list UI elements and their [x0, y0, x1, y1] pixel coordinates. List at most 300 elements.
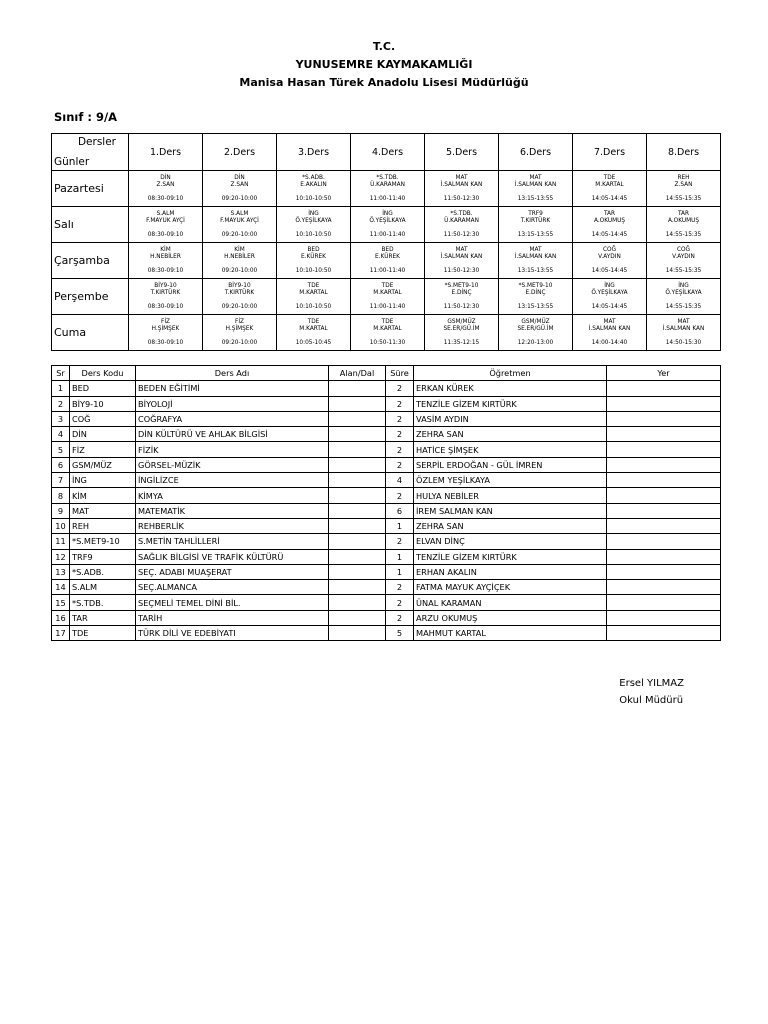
signatory-title: Okul Müdürü	[619, 695, 684, 706]
cell-course-code: TDE	[307, 283, 320, 289]
schedule-cell	[277, 315, 351, 351]
cell-teacher: Ö.YEŞİLKAYA	[665, 290, 702, 296]
schedule-row	[52, 315, 721, 351]
course-code: TDE	[70, 626, 136, 641]
course-place	[607, 411, 721, 426]
col-header-sr: Sr	[52, 366, 70, 381]
cell-course-code: TRF9	[528, 211, 543, 217]
cell-teacher: SE.ER/GÜ.İM	[517, 326, 554, 332]
course-code: REH	[70, 518, 136, 533]
course-area	[329, 518, 386, 533]
cell-course-code: *S.TDB.	[376, 175, 399, 181]
course-sr: 9	[52, 503, 70, 518]
course-row	[52, 457, 721, 472]
schedule-cell	[203, 171, 277, 207]
cell-course-code: S.ALM	[230, 211, 249, 217]
schedule-cell	[351, 243, 425, 279]
cell-teacher: Z.SAN	[674, 182, 693, 188]
cell-time: 08:30-09:10	[147, 268, 184, 274]
course-name: TÜRK DİLİ VE EDEBİYATI	[136, 626, 329, 641]
schedule-cell	[351, 207, 425, 243]
course-row	[52, 488, 721, 503]
course-dur: 2	[386, 442, 414, 457]
course-code: S.ALM	[70, 580, 136, 595]
schedule-cell	[129, 243, 203, 279]
cell-course-code: TAR	[677, 211, 690, 217]
cell-course-code: COĞ	[676, 247, 691, 253]
course-place	[607, 518, 721, 533]
course-dur: 2	[386, 411, 414, 426]
course-area	[329, 534, 386, 549]
course-header-row	[52, 366, 721, 381]
schedule-cell	[277, 279, 351, 315]
cell-course-code: *S.MET9-10	[444, 283, 479, 289]
cell-time: 11:35-12:15	[443, 340, 480, 346]
period-header: 7.Ders	[573, 134, 647, 171]
cell-teacher: Ö.YEŞİLKAYA	[369, 218, 406, 224]
weekly-schedule-table	[51, 133, 721, 351]
course-area	[329, 580, 386, 595]
col-header-teacher: Öğretmen	[414, 366, 607, 381]
cell-course-code: GSM/MÜZ	[521, 319, 550, 325]
signatory-name: Ersel YILMAZ	[619, 678, 684, 689]
col-header-place: Yer	[607, 366, 721, 381]
course-teacher: ELVAN DİNÇ	[414, 534, 607, 549]
cell-course-code: TDE	[381, 283, 394, 289]
course-teacher: ERKAN KÜREK	[414, 381, 607, 396]
cell-course-code: MAT	[529, 175, 542, 181]
course-name: BİYOLOJİ	[136, 396, 329, 411]
schedule-cell	[573, 315, 647, 351]
course-dur: 2	[386, 381, 414, 396]
course-area	[329, 473, 386, 488]
cell-time: 14:05-14:45	[591, 196, 628, 202]
schedule-cell	[351, 315, 425, 351]
cell-time: 10:10-10:50	[295, 232, 332, 238]
course-name: REHBERLİK	[136, 518, 329, 533]
course-name: SAĞLIK BİLGİSİ VE TRAFİK KÜLTÜRÜ	[136, 549, 329, 564]
course-place	[607, 442, 721, 457]
cell-time: 11:50-12:30	[443, 268, 480, 274]
course-dur: 2	[386, 610, 414, 625]
course-code: *S.ADB.	[70, 564, 136, 579]
period-header: 5.Ders	[425, 134, 499, 171]
cell-teacher: V.AYDIN	[672, 254, 695, 260]
course-dur: 2	[386, 396, 414, 411]
cell-teacher: H.NEBİLER	[150, 254, 181, 260]
cell-time: 14:00-14:40	[591, 340, 628, 346]
cell-teacher: Z.SAN	[230, 182, 249, 188]
course-place	[607, 503, 721, 518]
course-name: FİZİK	[136, 442, 329, 457]
course-row	[52, 427, 721, 442]
schedule-body	[52, 171, 721, 351]
cell-teacher: H.ŞİMŞEK	[225, 326, 254, 332]
class-label: Sınıf : 9/A	[54, 110, 118, 124]
schedule-cell	[499, 171, 573, 207]
schedule-cell	[499, 315, 573, 351]
cell-time: 13:15-13:55	[517, 196, 554, 202]
course-row	[52, 626, 721, 641]
course-row	[52, 503, 721, 518]
course-row	[52, 534, 721, 549]
cell-course-code: KİM	[160, 247, 171, 253]
course-place	[607, 473, 721, 488]
period-header: 3.Ders	[277, 134, 351, 171]
course-area	[329, 564, 386, 579]
cell-course-code: MAT	[677, 319, 690, 325]
course-place	[607, 534, 721, 549]
period-header: 6.Ders	[499, 134, 573, 171]
cell-time: 11:00-11:40	[369, 304, 406, 310]
cell-teacher: T.KIRTÜRK	[150, 290, 181, 296]
course-teacher: MAHMUT KARTAL	[414, 626, 607, 641]
schedule-cell	[647, 171, 721, 207]
course-name: SEÇ. ADABI MUAŞERAT	[136, 564, 329, 579]
course-sr: 16	[52, 610, 70, 625]
cell-time: 14:05-14:45	[591, 268, 628, 274]
day-name: Pazartesi	[52, 171, 129, 207]
schedule-cell	[425, 243, 499, 279]
course-code: BED	[70, 381, 136, 396]
cell-time: 09:20-10:00	[221, 196, 258, 202]
cell-course-code: *S.MET9-10	[518, 283, 553, 289]
cell-teacher: M.KARTAL	[373, 326, 402, 332]
course-teacher: İREM SALMAN KAN	[414, 503, 607, 518]
schedule-cell	[647, 243, 721, 279]
course-row	[52, 549, 721, 564]
course-code: TRF9	[70, 549, 136, 564]
course-teacher: TENZİLE GİZEM KIRTÜRK	[414, 396, 607, 411]
cell-time: 10:10-10:50	[295, 196, 332, 202]
cell-teacher: E.KÜREK	[375, 254, 400, 260]
course-name: KİMYA	[136, 488, 329, 503]
course-dur: 2	[386, 595, 414, 610]
cell-teacher: M.KARTAL	[299, 326, 328, 332]
course-code: GSM/MÜZ	[70, 457, 136, 472]
course-row	[52, 396, 721, 411]
course-area	[329, 457, 386, 472]
period-header: 4.Ders	[351, 134, 425, 171]
cell-teacher: M.KARTAL	[595, 182, 624, 188]
period-header: 2.Ders	[203, 134, 277, 171]
course-sr: 2	[52, 396, 70, 411]
cell-time: 08:30-09:10	[147, 232, 184, 238]
schedule-cell	[425, 207, 499, 243]
cell-time: 14:55-15:35	[665, 268, 702, 274]
cell-teacher: İ.SALMAN KAN	[662, 326, 705, 332]
course-sr: 10	[52, 518, 70, 533]
schedule-corner-cell	[52, 134, 129, 171]
cell-teacher: İ.SALMAN KAN	[440, 182, 483, 188]
cell-time: 10:50-11:30	[369, 340, 406, 346]
course-name: SEÇMELİ TEMEL DİNİ BİL.	[136, 595, 329, 610]
cell-teacher: Z.SAN	[156, 182, 175, 188]
cell-course-code: FİZ	[234, 319, 244, 325]
cell-time: 11:50-12:30	[443, 196, 480, 202]
schedule-cell	[203, 243, 277, 279]
course-place	[607, 580, 721, 595]
course-sr: 7	[52, 473, 70, 488]
cell-course-code: GSM/MÜZ	[447, 319, 476, 325]
cell-teacher: Ö.YEŞİLKAYA	[295, 218, 332, 224]
course-code: *S.MET9-10	[70, 534, 136, 549]
course-teacher: TENZİLE GİZEM KIRTÜRK	[414, 549, 607, 564]
course-sr: 1	[52, 381, 70, 396]
cell-time: 10:10-10:50	[295, 304, 332, 310]
course-place	[607, 549, 721, 564]
cell-time: 13:15-13:55	[517, 268, 554, 274]
col-header-code: Ders Kodu	[70, 366, 136, 381]
schedule-cell	[425, 279, 499, 315]
period-header: 1.Ders	[129, 134, 203, 171]
cell-course-code: DİN	[234, 175, 245, 181]
cell-time: 10:05-10:45	[295, 340, 332, 346]
schedule-row	[52, 207, 721, 243]
cell-time: 08:30-09:10	[147, 196, 184, 202]
course-place	[607, 427, 721, 442]
schedule-cell	[129, 315, 203, 351]
cell-course-code: BED	[381, 247, 394, 253]
course-code: KİM	[70, 488, 136, 503]
cell-course-code: S.ALM	[156, 211, 175, 217]
course-code: MAT	[70, 503, 136, 518]
schedule-cell	[129, 207, 203, 243]
cell-course-code: MAT	[529, 247, 542, 253]
schedule-cell	[647, 279, 721, 315]
schedule-cell	[203, 315, 277, 351]
cell-teacher: E.KÜREK	[301, 254, 326, 260]
course-code: BİY9-10	[70, 396, 136, 411]
day-name: Perşembe	[52, 279, 129, 315]
course-teacher: HULYA NEBİLER	[414, 488, 607, 503]
course-row	[52, 518, 721, 533]
course-area	[329, 626, 386, 641]
course-dur: 2	[386, 427, 414, 442]
cell-teacher: A.OKUMUŞ	[593, 218, 626, 224]
course-area	[329, 442, 386, 457]
cell-time: 11:50-12:30	[443, 304, 480, 310]
cell-course-code: REH	[677, 175, 690, 181]
cell-time: 09:20-10:00	[221, 304, 258, 310]
cell-course-code: İNG	[678, 283, 689, 289]
course-dur: 6	[386, 503, 414, 518]
schedule-cell	[129, 171, 203, 207]
cell-teacher: İ.SALMAN KAN	[588, 326, 631, 332]
cell-course-code: COĞ	[602, 247, 617, 253]
course-area	[329, 396, 386, 411]
course-row	[52, 580, 721, 595]
cell-course-code: TDE	[307, 319, 320, 325]
cell-teacher: Ü.KARAMAN	[370, 182, 405, 188]
cell-course-code: *S.TDB.	[450, 211, 473, 217]
course-code: COĞ	[70, 411, 136, 426]
col-header-area: Alan/Dal	[329, 366, 386, 381]
course-place	[607, 488, 721, 503]
cell-time: 12:20-13:00	[517, 340, 554, 346]
course-sr: 8	[52, 488, 70, 503]
cell-course-code: KİM	[234, 247, 245, 253]
cell-course-code: FİZ	[160, 319, 170, 325]
course-teacher: FATMA MAYUK AYÇİÇEK	[414, 580, 607, 595]
course-dur: 4	[386, 473, 414, 488]
course-dur: 1	[386, 518, 414, 533]
course-row	[52, 564, 721, 579]
course-teacher: SERPİL ERDOĞAN - GÜL İMREN	[414, 457, 607, 472]
schedule-cell	[425, 315, 499, 351]
schedule-cell	[351, 171, 425, 207]
schedule-cell	[499, 243, 573, 279]
course-teacher: ERHAN AKALIN	[414, 564, 607, 579]
schedule-cell	[573, 279, 647, 315]
schedule-cell	[647, 315, 721, 351]
course-sr: 17	[52, 626, 70, 641]
course-code: TAR	[70, 610, 136, 625]
course-row	[52, 595, 721, 610]
course-area	[329, 411, 386, 426]
cell-course-code: BİY9-10	[228, 283, 251, 289]
schedule-cell	[351, 279, 425, 315]
course-dur: 2	[386, 488, 414, 503]
schedule-cell	[647, 207, 721, 243]
course-place	[607, 457, 721, 472]
cell-time: 14:55-15:35	[665, 304, 702, 310]
course-teacher: ZEHRA SAN	[414, 518, 607, 533]
course-name: GÖRSEL-MÜZİK	[136, 457, 329, 472]
cell-teacher: H.ŞİMŞEK	[151, 326, 180, 332]
col-header-duration: Süre	[386, 366, 414, 381]
course-sr: 5	[52, 442, 70, 457]
course-code: İNG	[70, 473, 136, 488]
cell-teacher: A.OKUMUŞ	[667, 218, 700, 224]
cell-teacher: İ.SALMAN KAN	[440, 254, 483, 260]
schedule-cell	[573, 243, 647, 279]
schedule-cell	[129, 279, 203, 315]
course-sr: 14	[52, 580, 70, 595]
schedule-row	[52, 279, 721, 315]
course-row	[52, 610, 721, 625]
course-area	[329, 381, 386, 396]
course-teacher: ZEHRA SAN	[414, 427, 607, 442]
course-sr: 4	[52, 427, 70, 442]
day-name: Salı	[52, 207, 129, 243]
cell-time: 14:50-15:30	[665, 340, 702, 346]
cell-teacher: İ.SALMAN KAN	[514, 254, 557, 260]
course-area	[329, 610, 386, 625]
course-sr: 13	[52, 564, 70, 579]
course-list-table	[51, 365, 721, 641]
cell-time: 11:00-11:40	[369, 268, 406, 274]
course-dur: 5	[386, 626, 414, 641]
schedule-cell	[499, 279, 573, 315]
course-code: DİN	[70, 427, 136, 442]
course-row	[52, 411, 721, 426]
signature-block	[619, 675, 684, 709]
cell-teacher: V.AYDIN	[598, 254, 621, 260]
course-dur: 2	[386, 580, 414, 595]
course-place	[607, 626, 721, 641]
cell-teacher: T.KIRTÜRK	[224, 290, 255, 296]
course-dur: 2	[386, 534, 414, 549]
cell-time: 09:20-10:00	[221, 232, 258, 238]
cell-teacher: H.NEBİLER	[224, 254, 255, 260]
cell-time: 11:00-11:40	[369, 196, 406, 202]
schedule-cell	[203, 207, 277, 243]
cell-time: 14:05-14:45	[591, 304, 628, 310]
cell-time: 09:20-10:00	[221, 268, 258, 274]
day-name: Cuma	[52, 315, 129, 351]
course-sr: 12	[52, 549, 70, 564]
cell-teacher: E.AKALIN	[300, 182, 327, 188]
course-teacher: ARZU OKUMUŞ	[414, 610, 607, 625]
cell-teacher: M.KARTAL	[299, 290, 328, 296]
course-teacher: ÜNAL KARAMAN	[414, 595, 607, 610]
schedule-header-row	[52, 134, 721, 171]
cell-time: 14:55-15:35	[665, 196, 702, 202]
cell-teacher: Ö.YEŞİLKAYA	[591, 290, 628, 296]
course-place	[607, 595, 721, 610]
schedule-cell	[203, 279, 277, 315]
corner-label-days: Günler	[54, 156, 90, 168]
course-name: MATEMATİK	[136, 503, 329, 518]
schedule-cell	[573, 171, 647, 207]
schedule-cell	[277, 171, 351, 207]
course-teacher: VASİM AYDIN	[414, 411, 607, 426]
cell-course-code: *S.ADB.	[302, 175, 325, 181]
course-place	[607, 396, 721, 411]
cell-time: 13:15-13:55	[517, 232, 554, 238]
cell-time: 13:15-13:55	[517, 304, 554, 310]
cell-teacher: Ü.KARAMAN	[444, 218, 479, 224]
course-sr: 6	[52, 457, 70, 472]
course-name: SEÇ.ALMANCA	[136, 580, 329, 595]
course-place	[607, 610, 721, 625]
header-line-2: YUNUSEMRE KAYMAKAMLIĞI	[295, 58, 473, 71]
course-sr: 3	[52, 411, 70, 426]
cell-time: 11:00-11:40	[369, 232, 406, 238]
course-body	[52, 381, 721, 641]
course-teacher: HATİCE ŞİMŞEK	[414, 442, 607, 457]
cell-time: 14:55-15:35	[665, 232, 702, 238]
course-place	[607, 564, 721, 579]
schedule-cell	[277, 243, 351, 279]
cell-course-code: TDE	[603, 175, 616, 181]
schedule-row	[52, 243, 721, 279]
schedule-cell	[277, 207, 351, 243]
course-dur: 1	[386, 564, 414, 579]
course-sr: 11	[52, 534, 70, 549]
cell-teacher: SE.ER/GÜ.İM	[443, 326, 480, 332]
cell-time: 08:30-09:10	[147, 340, 184, 346]
cell-course-code: TAR	[603, 211, 616, 217]
course-row	[52, 381, 721, 396]
schedule-row	[52, 171, 721, 207]
course-dur: 2	[386, 457, 414, 472]
course-area	[329, 595, 386, 610]
cell-course-code: BED	[307, 247, 320, 253]
course-name: DİN KÜLTÜRÜ VE AHLAK BİLGİSİ	[136, 427, 329, 442]
course-sr: 15	[52, 595, 70, 610]
corner-label-lessons: Dersler	[77, 136, 116, 148]
course-name: İNGİLİZCE	[136, 473, 329, 488]
cell-teacher: E.DİNÇ	[451, 290, 472, 296]
cell-course-code: TDE	[381, 319, 394, 325]
cell-teacher: İ.SALMAN KAN	[514, 182, 557, 188]
schedule-cell	[425, 171, 499, 207]
cell-teacher: T.KIRTÜRK	[520, 218, 551, 224]
cell-course-code: İNG	[382, 211, 393, 217]
cell-course-code: BİY9-10	[154, 283, 177, 289]
